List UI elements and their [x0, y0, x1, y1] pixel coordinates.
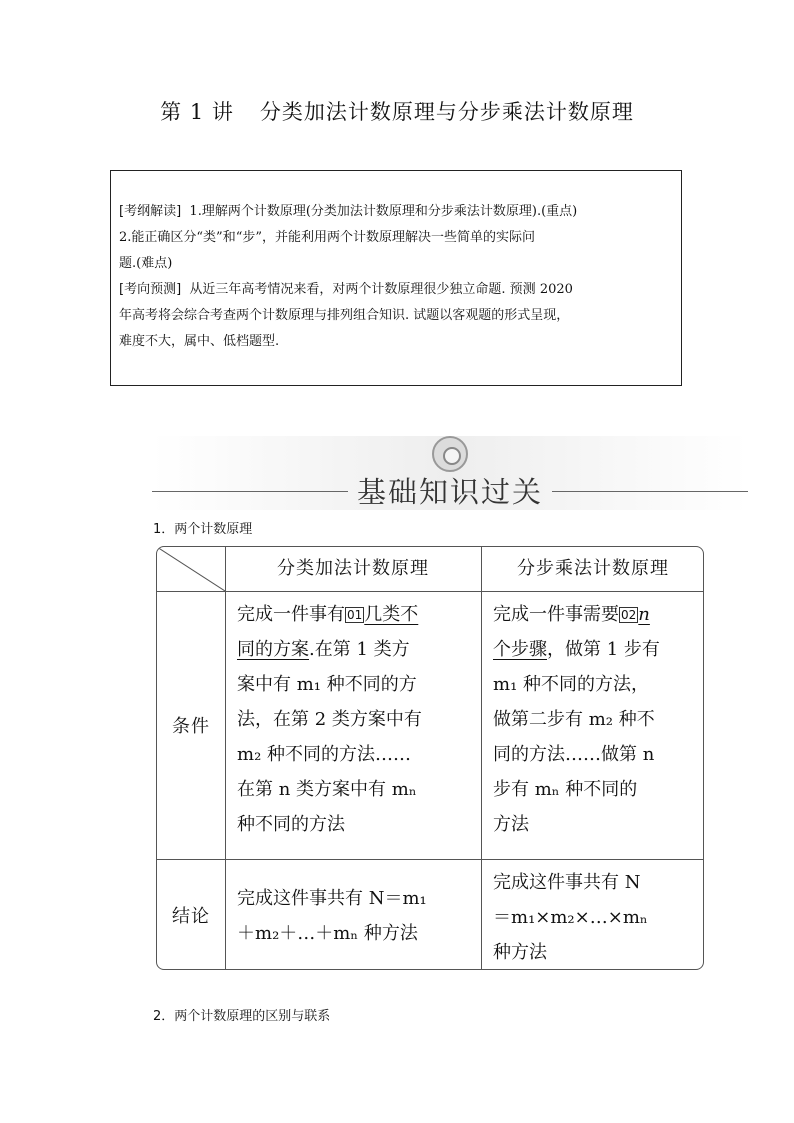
banner-title: 基础知识过关 — [356, 475, 543, 509]
blank-number-02: 02 — [621, 608, 637, 622]
row-label-conclusion: 结论 — [172, 906, 210, 927]
header-multiplication-principle: 分步乘法计数原理 — [517, 558, 669, 579]
lesson-number: 第 1 讲 — [160, 100, 234, 124]
text-fragment: 完成一件事需要 — [493, 604, 619, 625]
text-line: 完成这件事共有 N — [493, 872, 641, 893]
banner-rule-right — [552, 491, 748, 492]
guide-tag-forecast: [考向预测] — [119, 282, 182, 297]
text-line: 做第二步有 m₂ 种不 — [493, 709, 655, 730]
lesson-title-text: 分类加法计数原理与分步乘法计数原理 — [259, 100, 634, 124]
blank-answer-2a: n — [638, 604, 650, 625]
guide-line-4: 从近三年高考情况来看，对两个计数原理很少独立命题. 预测 2020 — [189, 282, 573, 297]
text-line: 种不同的方法 — [237, 814, 345, 835]
guide-tag-outline: [考纲解读] — [119, 204, 182, 219]
cell-multiplication-conclusion — [481, 859, 704, 970]
guide-line-5: 年高考将会综合考查两个计数原理与排列组合知识. 试题以客观题的形式呈现， — [119, 308, 570, 323]
text-line: 完成这件事共有 N＝m₁ — [237, 888, 427, 909]
text-line: 方法 — [493, 814, 529, 835]
guide-line-3: 题.(难点) — [119, 256, 173, 271]
text-line: 步有 mₙ 种不同的 — [493, 779, 638, 800]
blank-answer-1b: 同的方案 — [237, 639, 309, 660]
text-line: ＋m₂＋…＋mₙ 种方法 — [237, 923, 418, 944]
counting-principles-table — [156, 546, 704, 970]
header-diagonal — [157, 547, 225, 591]
guide-line-2: 2.能正确区分“类”和“步”，并能利用两个计数原理解决一些简单的实际问 — [119, 230, 535, 245]
blank-answer-1a: 几类不 — [364, 604, 419, 625]
text-fragment: ，做第 1 步有 — [547, 639, 660, 660]
text-line: ＝m₁×m₂×…×mₙ — [493, 907, 648, 928]
seal-icon — [432, 436, 468, 472]
section-banner — [152, 436, 748, 510]
guide-line-1: 1.理解两个计数原理(分类加法计数原理和分步乘法计数原理).(重点) — [189, 204, 578, 219]
cell-multiplication-condition — [481, 591, 704, 859]
text-line: 在第 n 类方案中有 mₙ — [237, 779, 417, 800]
lesson-title — [0, 96, 794, 126]
text-line: 同的方法……做第 n — [493, 744, 655, 765]
guide-line-6: 难度不大，属中、低档题型. — [119, 334, 280, 349]
blank-answer-2b: 个步骤 — [493, 639, 547, 660]
cell-addition-conclusion — [225, 859, 481, 970]
section-heading-1: 1．两个计数原理 — [153, 522, 253, 537]
text-line: 法，在第 2 类方案中有 — [237, 709, 422, 730]
banner-rule-left — [152, 491, 348, 492]
text-line: 种方法 — [493, 942, 547, 963]
cell-addition-condition — [225, 591, 481, 859]
text-fragment: .在第 1 类方 — [309, 639, 410, 660]
blank-number-01: 01 — [347, 608, 363, 622]
header-addition-principle: 分类加法计数原理 — [277, 558, 429, 579]
text-line: 案中有 m₁ 种不同的方 — [237, 674, 417, 695]
text-line: m₁ 种不同的方法， — [493, 674, 650, 695]
row-label-condition: 条件 — [172, 716, 210, 737]
text-fragment: 完成一件事有 — [237, 604, 345, 625]
exam-guide-box — [110, 170, 682, 386]
text-line: m₂ 种不同的方法…… — [237, 744, 412, 765]
section-heading-2: 2．两个计数原理的区别与联系 — [153, 1009, 331, 1024]
